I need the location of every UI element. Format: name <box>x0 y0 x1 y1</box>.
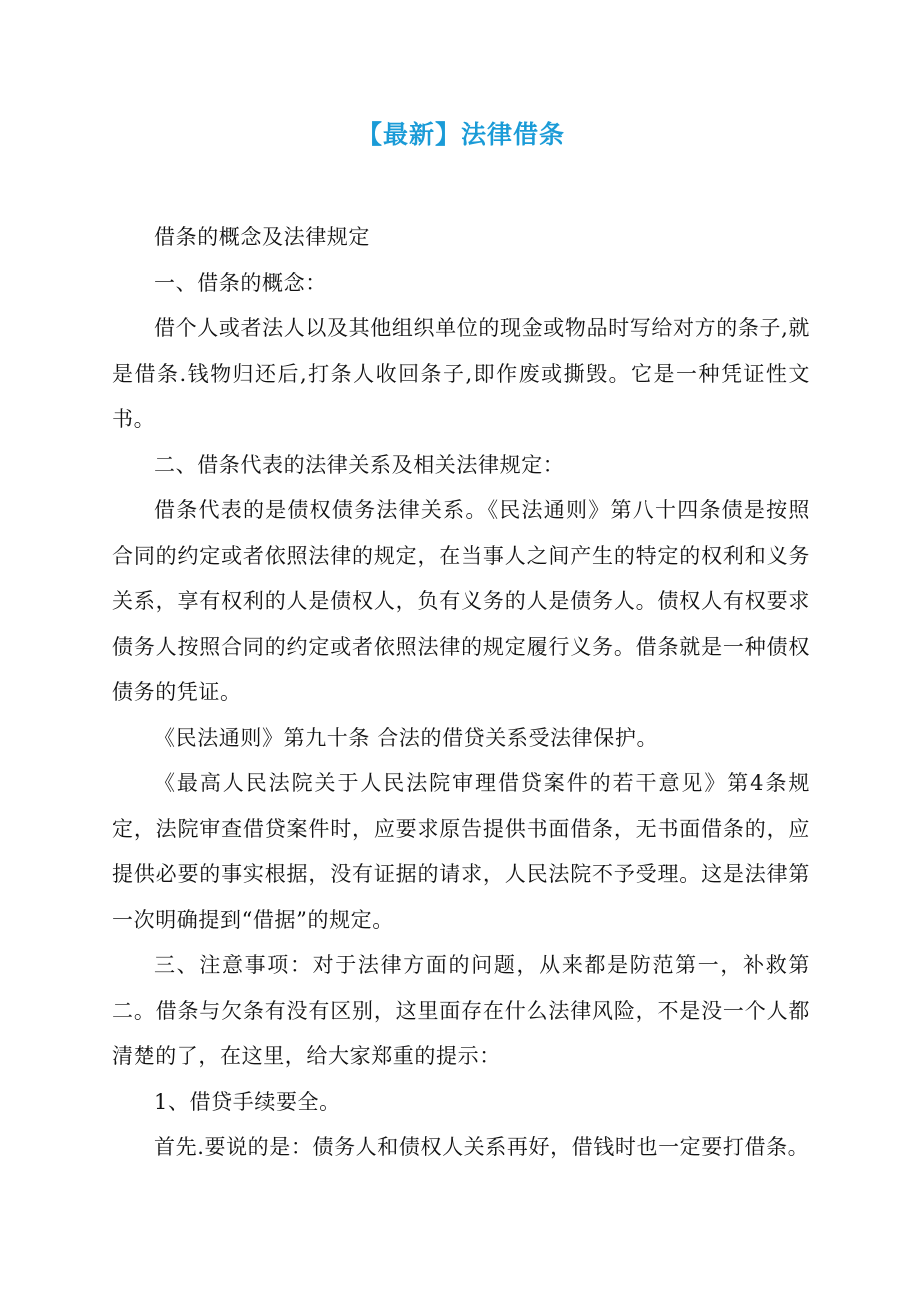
paragraph-section-1-title: 一、借条的概念： <box>154 270 327 295</box>
paragraph-item-1-body: 首先.要说的是：债务人和债权人关系再好，借钱时也一定要打借条。 <box>154 1135 810 1159</box>
paragraph-section-2-body: 借条代表的是债权债务法律关系。《民法通则》第八十四条债是按照合同的约定或者依照法律的规定，在当事人之间产生的特定的权利和义务关系，享有权利的人是债权人，负有义务的人是债务人。债权人有权要求债务人按照合同的约定或者依照法律的规定履行义务。借条就是一种债权债务的凭证。 <box>112 498 810 704</box>
paragraph-section-2-title: 二、借条代表的法律关系及相关法律规定： <box>154 452 565 477</box>
document-title: 【最新】法律借条 <box>356 120 565 149</box>
paragraph-heading-concept: 借条的概念及法律规定 <box>154 225 370 249</box>
document-body <box>112 215 810 1171</box>
paragraph-section-1-body: 借个人或者法人以及其他组织单位的现金或物品时写给对方的条子,就是借条.钱物归还后,打条人收回条子,即作废或撕毁。它是一种凭证性文书。 <box>112 316 810 431</box>
paragraph-item-1-title: 1、借贷手续要全。 <box>154 1089 341 1114</box>
paragraph-civil-law-article-90: 《民法通则》第九十条 合法的借贷关系受法律保护。 <box>154 725 659 750</box>
paragraph-section-3-notes: 三、注意事项：对于法律方面的问题，从来都是防范第一，补救第二。借条与欠条有没有区别，这里面存在什么法律风险，不是没一个人都清楚的了，在这里，给大家郑重的提示： <box>112 953 810 1068</box>
paragraph-supreme-court-opinion: 《最高人民法院关于人民法院审理借贷案件的若干意见》第4条规定，法院审查借贷案件时，应要求原告提供书面借条，无书面借条的，应提供必要的事实根据，没有证据的请求，人民法院不予受理。这是法律第一次明确提到“借据”的规定。 <box>112 771 810 932</box>
